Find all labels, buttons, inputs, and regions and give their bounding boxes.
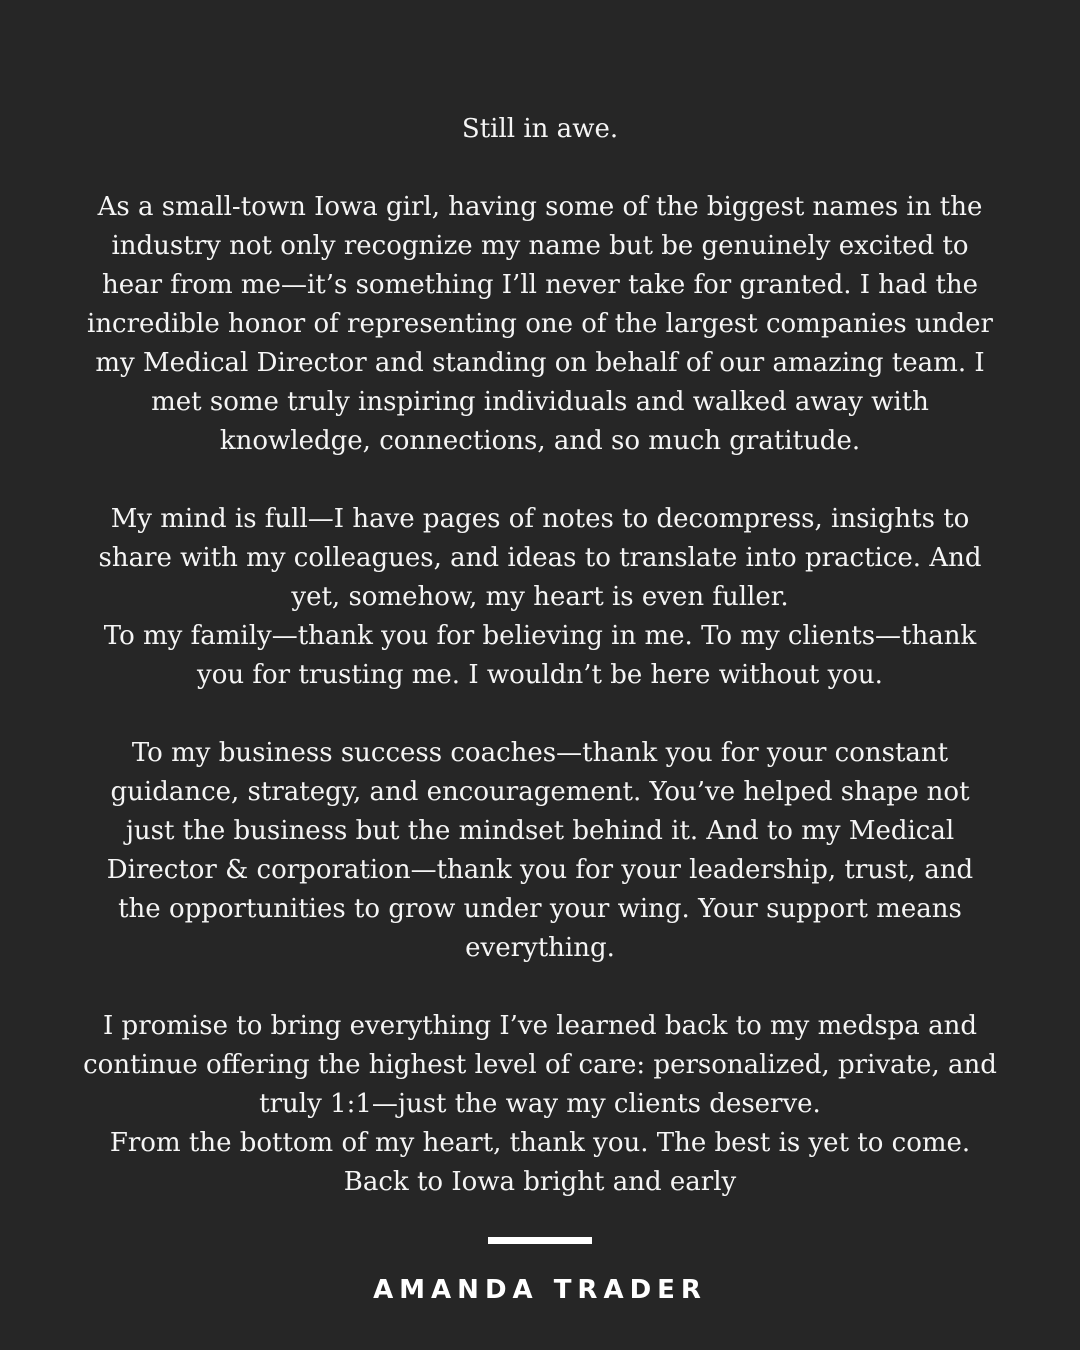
text-line: everything. <box>465 933 615 963</box>
text-line: yet, somehow, my heart is even fuller. <box>291 582 789 612</box>
paragraph-spacer <box>0 968 1080 1007</box>
paragraph-spacer <box>0 149 1080 188</box>
text-line: continue offering the highest level of care: personalized, private, and <box>83 1050 997 1080</box>
text-line: hear from me—it’s something I’ll never take for granted. I had the <box>101 270 979 300</box>
text-line: I promise to bring everything I’ve learned back to my medspa and <box>103 1011 977 1041</box>
paragraph-1 <box>0 188 1080 461</box>
text-line: share with my colleagues, and ideas to translate into practice. And <box>98 543 982 573</box>
text-line: guidance, strategy, and encouragement. You’ve helped shape not <box>110 777 970 807</box>
paragraph-4 <box>0 1007 1080 1202</box>
text-line: My mind is full—I have pages of notes to decompress, insights to <box>110 504 970 534</box>
paragraph-3 <box>0 734 1080 968</box>
text-line: industry not only recognize my name but be genuinely excited to <box>111 231 969 261</box>
letter-body <box>0 110 1080 1202</box>
text-line: From the bottom of my heart, thank you. The best is yet to come. <box>109 1128 971 1158</box>
paragraph-2 <box>0 500 1080 695</box>
text-line: truly 1:1—just the way my clients deserve. <box>259 1089 821 1119</box>
text-line: To my business success coaches—thank you for your constant <box>131 738 949 768</box>
text-line: just the business but the mindset behind it. And to my Medical <box>125 816 955 846</box>
text-line: Back to Iowa bright and early <box>343 1167 737 1197</box>
opening-line: Still in awe. <box>461 114 619 144</box>
text-line: met some truly inspiring individuals and walked away with <box>151 387 929 417</box>
text-line: you for trusting me. I wouldn’t be here without you. <box>197 660 883 690</box>
text-line: the opportunities to grow under your wing. Your support means <box>118 894 962 924</box>
text-line: my Medical Director and standing on behalf of our amazing team. I <box>95 348 985 378</box>
paragraph-spacer <box>0 461 1080 500</box>
divider-bar <box>488 1237 592 1244</box>
signature-name: AMANDA TRADER <box>373 1275 707 1305</box>
text-line: Director & corporation—thank you for your leadership, trust, and <box>106 855 974 885</box>
text-line: incredible honor of representing one of the largest companies under <box>87 309 993 339</box>
paragraph-spacer <box>0 695 1080 734</box>
text-line: As a small-town Iowa girl, having some of the biggest names in the <box>97 192 983 222</box>
text-line: To my family—thank you for believing in me. To my clients—thank <box>103 621 977 651</box>
text-line: knowledge, connections, and so much gratitude. <box>219 426 861 456</box>
